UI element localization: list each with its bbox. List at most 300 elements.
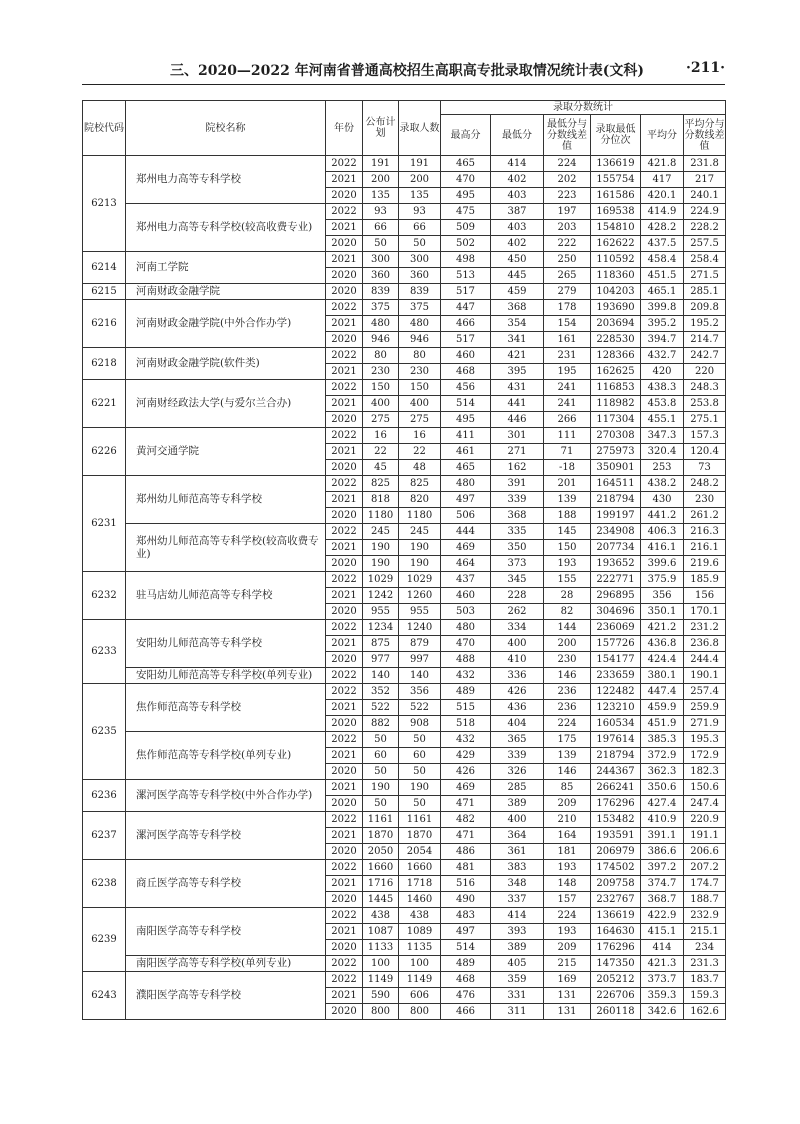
cell-year: 2022 <box>326 956 363 972</box>
cell-min-rank: 205212 <box>591 972 641 988</box>
cell-min-score: 336 <box>491 668 544 684</box>
cell-max-score: 470 <box>441 172 491 188</box>
cell-year: 2020 <box>326 332 363 348</box>
institution-name: 濮阳医学高等专科学校 <box>126 972 326 1020</box>
cell-min-rank: 128366 <box>591 348 641 364</box>
cell-max-score: 480 <box>441 476 491 492</box>
cell-avg-score: 359.3 <box>641 988 684 1004</box>
cell-max-score: 498 <box>441 252 491 268</box>
institution-name: 南阳医学高等专科学校 <box>126 908 326 956</box>
cell-plan: 825 <box>363 476 399 492</box>
cell-admitted: 140 <box>399 668 441 684</box>
cell-avg-score: 347.3 <box>641 428 684 444</box>
cell-min-diff: 28 <box>544 588 591 604</box>
institution-name: 漯河医学高等专科学校 <box>126 812 326 860</box>
cell-avg-diff: 285.1 <box>684 284 726 300</box>
cell-min-score: 393 <box>491 924 544 940</box>
cell-admitted: 22 <box>399 444 441 460</box>
cell-min-rank: 218794 <box>591 492 641 508</box>
cell-plan: 245 <box>363 524 399 540</box>
cell-admitted: 93 <box>399 204 441 220</box>
cell-avg-score: 451.9 <box>641 716 684 732</box>
cell-min-diff: 193 <box>544 860 591 876</box>
header-score-stats: 录取分数统计 <box>441 101 726 115</box>
cell-plan: 50 <box>363 796 399 812</box>
cell-avg-diff: 271.9 <box>684 716 726 732</box>
cell-plan: 1149 <box>363 972 399 988</box>
cell-year: 2021 <box>326 220 363 236</box>
cell-min-score: 285 <box>491 780 544 796</box>
running-head <box>82 56 725 85</box>
cell-year: 2020 <box>326 892 363 908</box>
cell-min-rank: 136619 <box>591 156 641 172</box>
cell-min-rank: 154177 <box>591 652 641 668</box>
cell-min-rank: 176296 <box>591 796 641 812</box>
cell-avg-diff: 232.9 <box>684 908 726 924</box>
cell-year: 2020 <box>326 796 363 812</box>
cell-plan: 818 <box>363 492 399 508</box>
cell-min-rank: 232767 <box>591 892 641 908</box>
table-row <box>83 908 726 924</box>
cell-min-rank: 226706 <box>591 988 641 1004</box>
cell-admitted: 1870 <box>399 828 441 844</box>
cell-min-diff: 154 <box>544 316 591 332</box>
cell-admitted: 1089 <box>399 924 441 940</box>
cell-admitted: 1180 <box>399 508 441 524</box>
cell-max-score: 466 <box>441 316 491 332</box>
cell-admitted: 800 <box>399 1004 441 1020</box>
cell-min-score: 459 <box>491 284 544 300</box>
cell-min-diff: 82 <box>544 604 591 620</box>
cell-avg-diff: 248.2 <box>684 476 726 492</box>
cell-min-rank: 236069 <box>591 620 641 636</box>
cell-max-score: 483 <box>441 908 491 924</box>
cell-min-score: 337 <box>491 892 544 908</box>
cell-avg-score: 373.7 <box>641 972 684 988</box>
cell-year: 2020 <box>326 716 363 732</box>
institution-code: 6221 <box>83 380 126 428</box>
cell-max-score: 490 <box>441 892 491 908</box>
cell-min-rank: 207734 <box>591 540 641 556</box>
cell-min-score: 271 <box>491 444 544 460</box>
cell-avg-score: 430 <box>641 492 684 508</box>
cell-max-score: 464 <box>441 556 491 572</box>
cell-year: 2022 <box>326 620 363 636</box>
cell-avg-score: 421.2 <box>641 620 684 636</box>
cell-year: 2022 <box>326 860 363 876</box>
table-row <box>83 812 726 828</box>
table-row <box>83 204 726 220</box>
cell-max-score: 517 <box>441 332 491 348</box>
institution-code: 6218 <box>83 348 126 380</box>
cell-min-rank: 110592 <box>591 252 641 268</box>
cell-min-diff: 131 <box>544 988 591 1004</box>
cell-year: 2020 <box>326 508 363 524</box>
cell-year: 2022 <box>326 732 363 748</box>
institution-code: 6243 <box>83 972 126 1020</box>
cell-year: 2021 <box>326 988 363 1004</box>
cell-max-score: 481 <box>441 860 491 876</box>
institution-name: 焦作师范高等专科学校(单列专业) <box>126 732 326 780</box>
cell-year: 2021 <box>326 396 363 412</box>
cell-min-diff: 200 <box>544 636 591 652</box>
institution-code: 6226 <box>83 428 126 476</box>
cell-avg-diff: 219.6 <box>684 556 726 572</box>
cell-min-diff: 236 <box>544 684 591 700</box>
table-row <box>83 668 726 684</box>
cell-avg-score: 451.5 <box>641 268 684 284</box>
cell-min-score: 331 <box>491 988 544 1004</box>
cell-min-rank: 260118 <box>591 1004 641 1020</box>
cell-year: 2021 <box>326 636 363 652</box>
cell-avg-diff: 240.1 <box>684 188 726 204</box>
cell-avg-diff: 172.9 <box>684 748 726 764</box>
cell-year: 2020 <box>326 268 363 284</box>
cell-min-rank: 199197 <box>591 508 641 524</box>
cell-min-rank: 157726 <box>591 636 641 652</box>
cell-max-score: 461 <box>441 444 491 460</box>
cell-plan: 50 <box>363 732 399 748</box>
cell-year: 2021 <box>326 172 363 188</box>
cell-min-score: 334 <box>491 620 544 636</box>
cell-plan: 875 <box>363 636 399 652</box>
institution-code: 6233 <box>83 620 126 684</box>
cell-plan: 150 <box>363 380 399 396</box>
cell-min-rank: 161586 <box>591 188 641 204</box>
cell-min-score: 368 <box>491 300 544 316</box>
cell-min-score: 389 <box>491 796 544 812</box>
cell-avg-diff: 214.7 <box>684 332 726 348</box>
table-row <box>83 348 726 364</box>
cell-avg-score: 438.3 <box>641 380 684 396</box>
cell-avg-diff: 183.7 <box>684 972 726 988</box>
cell-plan: 839 <box>363 284 399 300</box>
cell-min-score: 262 <box>491 604 544 620</box>
institution-code: 6216 <box>83 300 126 348</box>
cell-max-score: 513 <box>441 268 491 284</box>
cell-admitted: 200 <box>399 172 441 188</box>
cell-min-score: 354 <box>491 316 544 332</box>
cell-plan: 352 <box>363 684 399 700</box>
cell-max-score: 470 <box>441 636 491 652</box>
cell-avg-diff: 191.1 <box>684 828 726 844</box>
cell-admitted: 1260 <box>399 588 441 604</box>
cell-avg-score: 399.6 <box>641 556 684 572</box>
cell-min-diff: 279 <box>544 284 591 300</box>
cell-max-score: 509 <box>441 220 491 236</box>
cell-min-score: 365 <box>491 732 544 748</box>
cell-admitted: 16 <box>399 428 441 444</box>
cell-max-score: 432 <box>441 668 491 684</box>
cell-min-rank: 123210 <box>591 700 641 716</box>
cell-max-score: 495 <box>441 188 491 204</box>
cell-min-rank: 206979 <box>591 844 641 860</box>
cell-avg-diff: 228.2 <box>684 220 726 236</box>
cell-min-rank: 193591 <box>591 828 641 844</box>
cell-year: 2021 <box>326 252 363 268</box>
cell-min-rank: 162625 <box>591 364 641 380</box>
cell-min-diff: 209 <box>544 940 591 956</box>
cell-max-score: 460 <box>441 348 491 364</box>
cell-max-score: 516 <box>441 876 491 892</box>
cell-min-rank: 197614 <box>591 732 641 748</box>
cell-min-score: 426 <box>491 684 544 700</box>
cell-plan: 66 <box>363 220 399 236</box>
cell-year: 2022 <box>326 668 363 684</box>
cell-avg-score: 422.9 <box>641 908 684 924</box>
cell-admitted: 820 <box>399 492 441 508</box>
cell-avg-score: 420 <box>641 364 684 380</box>
cell-min-score: 361 <box>491 844 544 860</box>
cell-avg-diff: 174.7 <box>684 876 726 892</box>
page-title: 三、2020—2022 年河南省普通高校招生高职高专批录取情况统计表(文科) <box>169 63 645 79</box>
cell-min-diff: 85 <box>544 780 591 796</box>
cell-avg-score: 372.9 <box>641 748 684 764</box>
institution-code: 6239 <box>83 908 126 972</box>
cell-min-rank: 266241 <box>591 780 641 796</box>
cell-min-score: 445 <box>491 268 544 284</box>
cell-min-rank: 304696 <box>591 604 641 620</box>
cell-plan: 946 <box>363 332 399 348</box>
institution-code: 6214 <box>83 252 126 284</box>
header-year: 年份 <box>326 101 363 156</box>
header-min-score: 最低分 <box>491 115 544 156</box>
cell-min-score: 389 <box>491 940 544 956</box>
cell-max-score: 469 <box>441 780 491 796</box>
cell-avg-score: 368.7 <box>641 892 684 908</box>
cell-avg-diff: 209.8 <box>684 300 726 316</box>
header-min-diff: 最低分与分数线差值 <box>544 115 591 156</box>
cell-year: 2022 <box>326 524 363 540</box>
cell-avg-score: 397.2 <box>641 860 684 876</box>
cell-plan: 1161 <box>363 812 399 828</box>
cell-min-diff: 197 <box>544 204 591 220</box>
cell-min-score: 373 <box>491 556 544 572</box>
cell-min-rank: 117304 <box>591 412 641 428</box>
cell-max-score: 471 <box>441 796 491 812</box>
cell-admitted: 1161 <box>399 812 441 828</box>
cell-max-score: 482 <box>441 812 491 828</box>
cell-max-score: 502 <box>441 236 491 252</box>
cell-admitted: 135 <box>399 188 441 204</box>
cell-min-score: 383 <box>491 860 544 876</box>
cell-min-score: 404 <box>491 716 544 732</box>
cell-admitted: 50 <box>399 796 441 812</box>
cell-admitted: 480 <box>399 316 441 332</box>
cell-plan: 80 <box>363 348 399 364</box>
cell-max-score: 468 <box>441 972 491 988</box>
cell-min-rank: 116853 <box>591 380 641 396</box>
cell-plan: 135 <box>363 188 399 204</box>
cell-year: 2021 <box>326 828 363 844</box>
cell-plan: 60 <box>363 748 399 764</box>
cell-min-rank: 154810 <box>591 220 641 236</box>
cell-plan: 375 <box>363 300 399 316</box>
cell-min-diff: 241 <box>544 396 591 412</box>
cell-plan: 22 <box>363 444 399 460</box>
cell-min-diff: 157 <box>544 892 591 908</box>
cell-avg-diff: 216.3 <box>684 524 726 540</box>
cell-min-score: 436 <box>491 700 544 716</box>
cell-plan: 45 <box>363 460 399 476</box>
institution-name: 黄河交通学院 <box>126 428 326 476</box>
cell-avg-score: 421.3 <box>641 956 684 972</box>
cell-avg-diff: 207.2 <box>684 860 726 876</box>
cell-min-rank: 209758 <box>591 876 641 892</box>
cell-min-score: 403 <box>491 220 544 236</box>
cell-min-diff: 144 <box>544 620 591 636</box>
institution-name: 郑州电力高等专科学校 <box>126 156 326 204</box>
cell-max-score: 476 <box>441 988 491 1004</box>
cell-min-diff: 203 <box>544 220 591 236</box>
cell-avg-score: 436.8 <box>641 636 684 652</box>
cell-min-score: 162 <box>491 460 544 476</box>
cell-min-diff: 224 <box>544 908 591 924</box>
cell-avg-score: 414 <box>641 940 684 956</box>
cell-avg-score: 391.1 <box>641 828 684 844</box>
cell-min-score: 387 <box>491 204 544 220</box>
cell-year: 2022 <box>326 156 363 172</box>
cell-min-diff: 224 <box>544 156 591 172</box>
cell-year: 2021 <box>326 444 363 460</box>
cell-avg-score: 437.5 <box>641 236 684 252</box>
cell-min-diff: 161 <box>544 332 591 348</box>
institution-name: 郑州幼儿师范高等专科学校 <box>126 476 326 524</box>
cell-max-score: 432 <box>441 732 491 748</box>
cell-admitted: 839 <box>399 284 441 300</box>
cell-avg-score: 416.1 <box>641 540 684 556</box>
cell-plan: 191 <box>363 156 399 172</box>
cell-year: 2020 <box>326 844 363 860</box>
cell-avg-score: 356 <box>641 588 684 604</box>
cell-min-diff: 193 <box>544 924 591 940</box>
cell-min-score: 301 <box>491 428 544 444</box>
institution-code: 6215 <box>83 284 126 300</box>
cell-avg-diff: 188.7 <box>684 892 726 908</box>
cell-admitted: 400 <box>399 396 441 412</box>
page-number: ·211· <box>686 60 725 76</box>
cell-avg-diff: 247.4 <box>684 796 726 812</box>
cell-admitted: 946 <box>399 332 441 348</box>
cell-year: 2020 <box>326 188 363 204</box>
cell-avg-diff: 159.3 <box>684 988 726 1004</box>
cell-min-rank: 160534 <box>591 716 641 732</box>
cell-min-rank: 153482 <box>591 812 641 828</box>
cell-plan: 200 <box>363 172 399 188</box>
cell-min-rank: 275973 <box>591 444 641 460</box>
cell-plan: 1180 <box>363 508 399 524</box>
cell-min-diff: 193 <box>544 556 591 572</box>
cell-admitted: 908 <box>399 716 441 732</box>
institution-name: 河南财政金融学院(中外合作办学) <box>126 300 326 348</box>
cell-plan: 955 <box>363 604 399 620</box>
cell-plan: 480 <box>363 316 399 332</box>
cell-admitted: 522 <box>399 700 441 716</box>
cell-avg-score: 453.8 <box>641 396 684 412</box>
header-admitted: 录取人数 <box>399 101 441 156</box>
cell-avg-score: 395.2 <box>641 316 684 332</box>
cell-year: 2022 <box>326 972 363 988</box>
cell-avg-score: 394.7 <box>641 332 684 348</box>
cell-min-score: 326 <box>491 764 544 780</box>
cell-min-score: 341 <box>491 332 544 348</box>
cell-min-rank: 193690 <box>591 300 641 316</box>
cell-avg-diff: 231.8 <box>684 156 726 172</box>
cell-min-score: 402 <box>491 236 544 252</box>
cell-min-diff: 215 <box>544 956 591 972</box>
cell-plan: 2050 <box>363 844 399 860</box>
cell-max-score: 480 <box>441 620 491 636</box>
cell-year: 2021 <box>326 748 363 764</box>
institution-code: 6232 <box>83 572 126 620</box>
cell-min-rank: 234908 <box>591 524 641 540</box>
cell-max-score: 466 <box>441 1004 491 1020</box>
cell-avg-diff: 257.5 <box>684 236 726 252</box>
cell-min-rank: 164630 <box>591 924 641 940</box>
cell-year: 2022 <box>326 684 363 700</box>
cell-admitted: 1135 <box>399 940 441 956</box>
cell-min-score: 410 <box>491 652 544 668</box>
cell-admitted: 438 <box>399 908 441 924</box>
table-row <box>83 780 726 796</box>
cell-min-diff: 139 <box>544 748 591 764</box>
institution-name: 南阳医学高等专科学校(单列专业) <box>126 956 326 972</box>
cell-min-score: 400 <box>491 812 544 828</box>
cell-admitted: 1029 <box>399 572 441 588</box>
cell-avg-diff: 259.9 <box>684 700 726 716</box>
header-name: 院校名称 <box>126 101 326 156</box>
cell-avg-diff: 120.4 <box>684 444 726 460</box>
cell-min-diff: 230 <box>544 652 591 668</box>
cell-avg-diff: 258.4 <box>684 252 726 268</box>
cell-max-score: 429 <box>441 748 491 764</box>
cell-plan: 1870 <box>363 828 399 844</box>
cell-avg-score: 447.4 <box>641 684 684 700</box>
cell-plan: 1242 <box>363 588 399 604</box>
cell-admitted: 2054 <box>399 844 441 860</box>
cell-admitted: 1660 <box>399 860 441 876</box>
cell-min-diff: 155 <box>544 572 591 588</box>
institution-name: 安阳幼儿师范高等专科学校 <box>126 620 326 668</box>
cell-min-score: 335 <box>491 524 544 540</box>
table-row <box>83 380 726 396</box>
cell-admitted: 50 <box>399 732 441 748</box>
cell-avg-diff: 257.4 <box>684 684 726 700</box>
cell-admitted: 190 <box>399 540 441 556</box>
cell-admitted: 356 <box>399 684 441 700</box>
table-row <box>83 524 726 540</box>
cell-year: 2022 <box>326 380 363 396</box>
cell-min-score: 345 <box>491 572 544 588</box>
header-min-rank: 录取最低分位次 <box>591 115 641 156</box>
table-row <box>83 572 726 588</box>
cell-max-score: 497 <box>441 492 491 508</box>
table-header <box>83 101 726 156</box>
cell-avg-score: 380.1 <box>641 668 684 684</box>
cell-year: 2021 <box>326 588 363 604</box>
table-row <box>83 284 726 300</box>
cell-min-rank: 104203 <box>591 284 641 300</box>
header-avg-diff: 平均分与分数线差值 <box>684 115 726 156</box>
cell-year: 2021 <box>326 700 363 716</box>
cell-min-rank: 164511 <box>591 476 641 492</box>
cell-avg-diff: 234 <box>684 940 726 956</box>
cell-min-rank: 122482 <box>591 684 641 700</box>
cell-plan: 140 <box>363 668 399 684</box>
cell-min-diff: 201 <box>544 476 591 492</box>
cell-max-score: 488 <box>441 652 491 668</box>
cell-min-diff: 175 <box>544 732 591 748</box>
